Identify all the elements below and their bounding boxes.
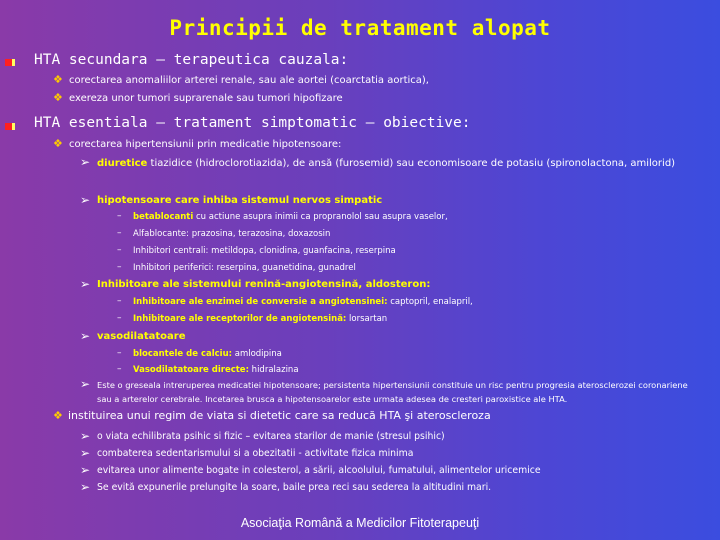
footer: Asociaţia Română a Medicilor Fitoterapeuţi [240, 516, 480, 530]
arrow-bullet-icon: ➢ [80, 446, 91, 460]
item-medicatie: corectarea hipertensiunii prin medicatie hipotensoare: [69, 139, 342, 150]
diamond-bullet-icon: ❖ [53, 137, 63, 150]
vaso-item: Vasodilatatoare directe: hidralazina [133, 365, 299, 375]
slide-title: Principii de tratament alopat [169, 16, 551, 40]
arrow-bullet-icon: ➢ [80, 155, 91, 169]
heading-secundara: HTA secundara – terapeutica cauzala: [34, 52, 349, 68]
dash-bullet-icon: – [117, 211, 122, 221]
arrow-bullet-icon: ➢ [80, 480, 91, 494]
diamond-bullet-icon: ❖ [53, 409, 63, 422]
simp-item: Inhibitori centrali: metildopa, clonidina, guanfacina, reserpina [133, 246, 396, 256]
raa-item: Inhibitoare ale enzimei de conversie a angiotensinei: captopril, enalapril, [133, 297, 473, 307]
dash-bullet-icon: – [117, 228, 122, 238]
raa-item: Inhibitoare ale receptorilor de angiotensină: lorsartan [133, 314, 388, 324]
dash-bullet-icon: – [117, 245, 122, 255]
label-vaso: vasodilatatoare [97, 331, 186, 342]
label-diuretice: diuretice [97, 158, 148, 169]
item-diuretice [97, 155, 707, 172]
item-regim: instituirea unui regim de viata si dietetic care sa reducă HTA şi ateroscleroza [68, 409, 491, 422]
item-exereza: exereza unor tumori suprarenale sau tumori hipofizare [69, 93, 343, 104]
dash-bullet-icon: – [117, 313, 122, 323]
vaso-item: blocantele de calciu: amlodipina [133, 349, 282, 359]
text-diuretice: tiazidice (hidroclorotiazida), de ansă (furosemid) sau economisoare de potasiu (spironolactona, amilorid) [147, 158, 676, 169]
regim-item: combaterea sedentarismului si a obezitatii - activitate fizica minima [97, 448, 414, 459]
dash-bullet-icon: – [117, 296, 122, 306]
dash-bullet-icon: – [117, 364, 122, 374]
dash-bullet-icon: – [117, 348, 122, 358]
label-raa: Inhibitoare ale sistemului renină-angiotensină, aldosteron: [97, 279, 431, 290]
diamond-bullet-icon: ❖ [53, 73, 63, 86]
simp-item: Inhibitori periferici: reserpina, guanetidina, gunadrel [133, 263, 356, 273]
arrow-bullet-icon: ➢ [80, 277, 91, 291]
diamond-bullet-icon: ❖ [53, 91, 63, 104]
arrow-bullet-icon: ➢ [80, 193, 91, 207]
arrow-bullet-icon: ➢ [80, 463, 91, 477]
dash-bullet-icon: – [117, 262, 122, 272]
simp-item: Alfablocante: prazosina, terazosina, doxazosin [133, 229, 331, 239]
regim-item: o viata echilibrata psihic si fizic – evitarea starilor de manie (stresul psihic) [97, 431, 445, 442]
square-bullet-icon [5, 59, 15, 66]
arrow-bullet-icon: ➢ [80, 377, 91, 391]
arrow-bullet-icon: ➢ [80, 429, 91, 443]
item-renal: corectarea anomaliilor arterei renale, sau ale aortei (coarctatia aortica), [69, 75, 429, 86]
heading-esentiala: HTA esentiala – tratament simptomatic – obiective: [34, 115, 471, 131]
simp-item: betablocanti cu actiune asupra inimii ca propranolol sau asupra vaselor, [133, 212, 448, 222]
regim-item: Se evită expunerile prelungite la soare, baile prea reci sau sederea la altitudini mari. [97, 482, 492, 493]
square-bullet-icon [5, 123, 15, 130]
note-greseala: Este o greseala intreruperea medicatiei hipotensoare; persistenta hipertensiunii constituie un risc pentru progresia aterosclerozei coronariene sau a arterelor cerebrale. Incetarea brusca a hipotensoarelor este urmata adesea de cresteri paroxistice ale HTA. [97, 380, 688, 404]
arrow-bullet-icon: ➢ [80, 329, 91, 343]
regim-item: evitarea unor alimente bogate in colesterol, a sării, alcoolului, fumatului, alimentelor uricemice [97, 465, 541, 476]
label-simpatic: hipotensoare care inhiba sistemul nervos simpatic [97, 195, 383, 206]
